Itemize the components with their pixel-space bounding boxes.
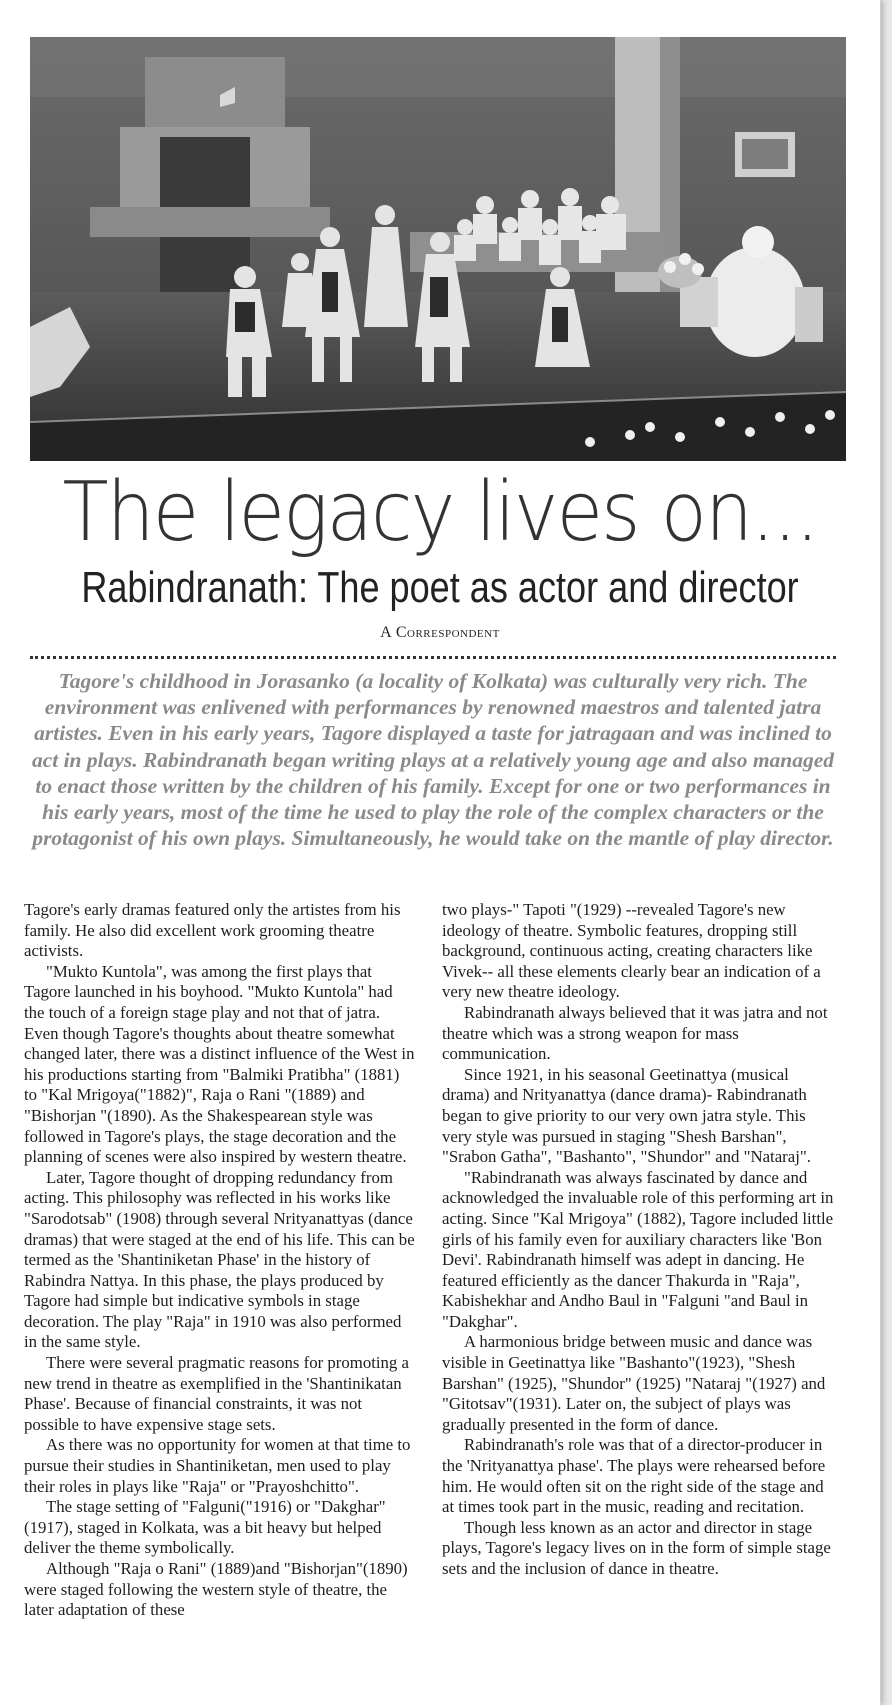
intro-paragraph: Tagore's childhood in Jorasanko (a locality of Kolkata) was culturally very rich. The environment was enlivened with performances by renowned maestros and talented jatra artistes. Even in his early years, Tagore displayed a taste for jatragaan and was inclined to act in plays. Rabindranath began writing plays at a relatively young age and also managed to enact those written by the children of his family. Except for one or two performances in his early years, most of the time he used to play the role of the complex characters or the protagonist of his own plays. Simultaneously, he would take on the mantle of play director.: [31, 669, 835, 851]
body-paragraph: two plays-" Tapoti "(1929) --revealed Tagore's new ideology of theatre. Symbolic features, dropping still background, continuous acting, creating characters like Vivek-- all these elements clearly bear an indication of a very new theatre ideology.: [442, 900, 821, 1002]
right-column: [442, 900, 834, 1580]
body-paragraph: "Mukto Kuntola", was among the first plays that Tagore launched in his boyhood. "Mukto Kuntola" had the touch of a foreign stage play and not that of jatra. Even though Tagore's thoughts about theatre somewhat changed later, there was a distinct influence of the West in his productions starting from "Balmiki Pratibha" (1881) to "Kal Mrigoya("1882)", Raja o Rani "(1889) and "Bishorjan "(1890). As the Shakespearean style was followed in Tagore's plays, the stage decoration and the planning of scenes were also inspired by western theatre.: [24, 961, 415, 1167]
body-paragraph: A harmonious bridge between music and dance was visible in Geetinattya like "Bashanto"(1923), "Shesh Barshan" (1925), "Shundor" (1925) "Nataraj "(1927) and "Gitotsav"(1931). Later on, the subject of plays was gradually presented in the form of dance.: [442, 1332, 826, 1434]
stage-photograph: [30, 37, 846, 461]
body-paragraph: Later, Tagore thought of dropping redundancy from acting. This philosophy was reflected in his works like "Sarodotsab" (1908) through several Nrityanattyas (dance dramas) that were staged at the end of his life. This can be termed as the 'Shantiniketan Phase' in the history of Rabindra Nattya. In this phase, the plays produced by Tagore had simple but indicative symbols in stage decoration. The play "Raja" in 1910 was also performed in the same style.: [24, 1167, 415, 1352]
body-paragraph: Tagore's early dramas featured only the artistes from his family. He also did excellent work grooming theatre activists.: [24, 900, 401, 961]
body-paragraph: The stage setting of "Falguni("1916) or "Dakghar" (1917), staged in Kolkata, was a bit heavy but helped deliver the theme symbolically.: [24, 1497, 386, 1558]
body-paragraph: Rabindranath always believed that it was jatra and not theatre which was a strong weapon for mass communication.: [442, 1002, 828, 1064]
headline: The legacy lives on...: [62, 465, 818, 560]
stage-photograph-image: [30, 37, 846, 461]
body-paragraph: Though less known as an actor and director in stage plays, Tagore's legacy lives on in the form of simple stage sets and the inclusion of dance in theatre.: [442, 1517, 831, 1578]
body-paragraph: Rabindranath's role was that of a director-producer in the 'Nrityanattya phase'. The plays were rehearsed before him. He would often sit on the right side of the stage and at times took part in the music, reading and recitation.: [442, 1435, 826, 1517]
byline: A Correspondent: [380, 624, 500, 641]
body-paragraph: Since 1921, in his seasonal Geetinattya (musical drama) and Nrityanattya (dance drama)- Rabindranath began to give priority to our very own jatra style. This very style was pursued in staging "Shesh Barshan", "Srabon Gatha", "Bashanto", "Shundor" and "Nataraj".: [442, 1064, 811, 1167]
dotted-divider: [30, 656, 836, 659]
body-paragraph: "Rabindranath was always fascinated by dance and acknowledged the invaluable role of this performing art in acting. Since "Kal Mrigoya" (1882), Tagore included little girls of his family even for auxiliary characters like 'Bon Devi'. Rabindranath himself was adept in dancing. He featured efficiently as the dancer Thakurda in "Raja", Kabishekhar and Andho Baul in "Falguni "and Baul in "Dakghar".: [442, 1167, 834, 1331]
body-paragraph: Although "Raja o Rani" (1889)and "Bishorjan"(1890) were staged following the western style of theatre, the later adaptation of these: [24, 1559, 408, 1620]
left-column: [24, 900, 416, 1621]
subheadline: Rabindranath: The poet as actor and director: [81, 563, 799, 612]
body-paragraph: As there was no opportunity for women at that time to pursue their studies in Shantiniketan, men used to play their roles in plays like "Raja" or "Prayoshchitto".: [24, 1435, 411, 1496]
body-paragraph: There were several pragmatic reasons for promoting a new trend in theatre as exemplified in the 'Shantinikatan Phase'. Because of financial constraints, it was not possible to have expensive stage sets.: [24, 1353, 409, 1434]
